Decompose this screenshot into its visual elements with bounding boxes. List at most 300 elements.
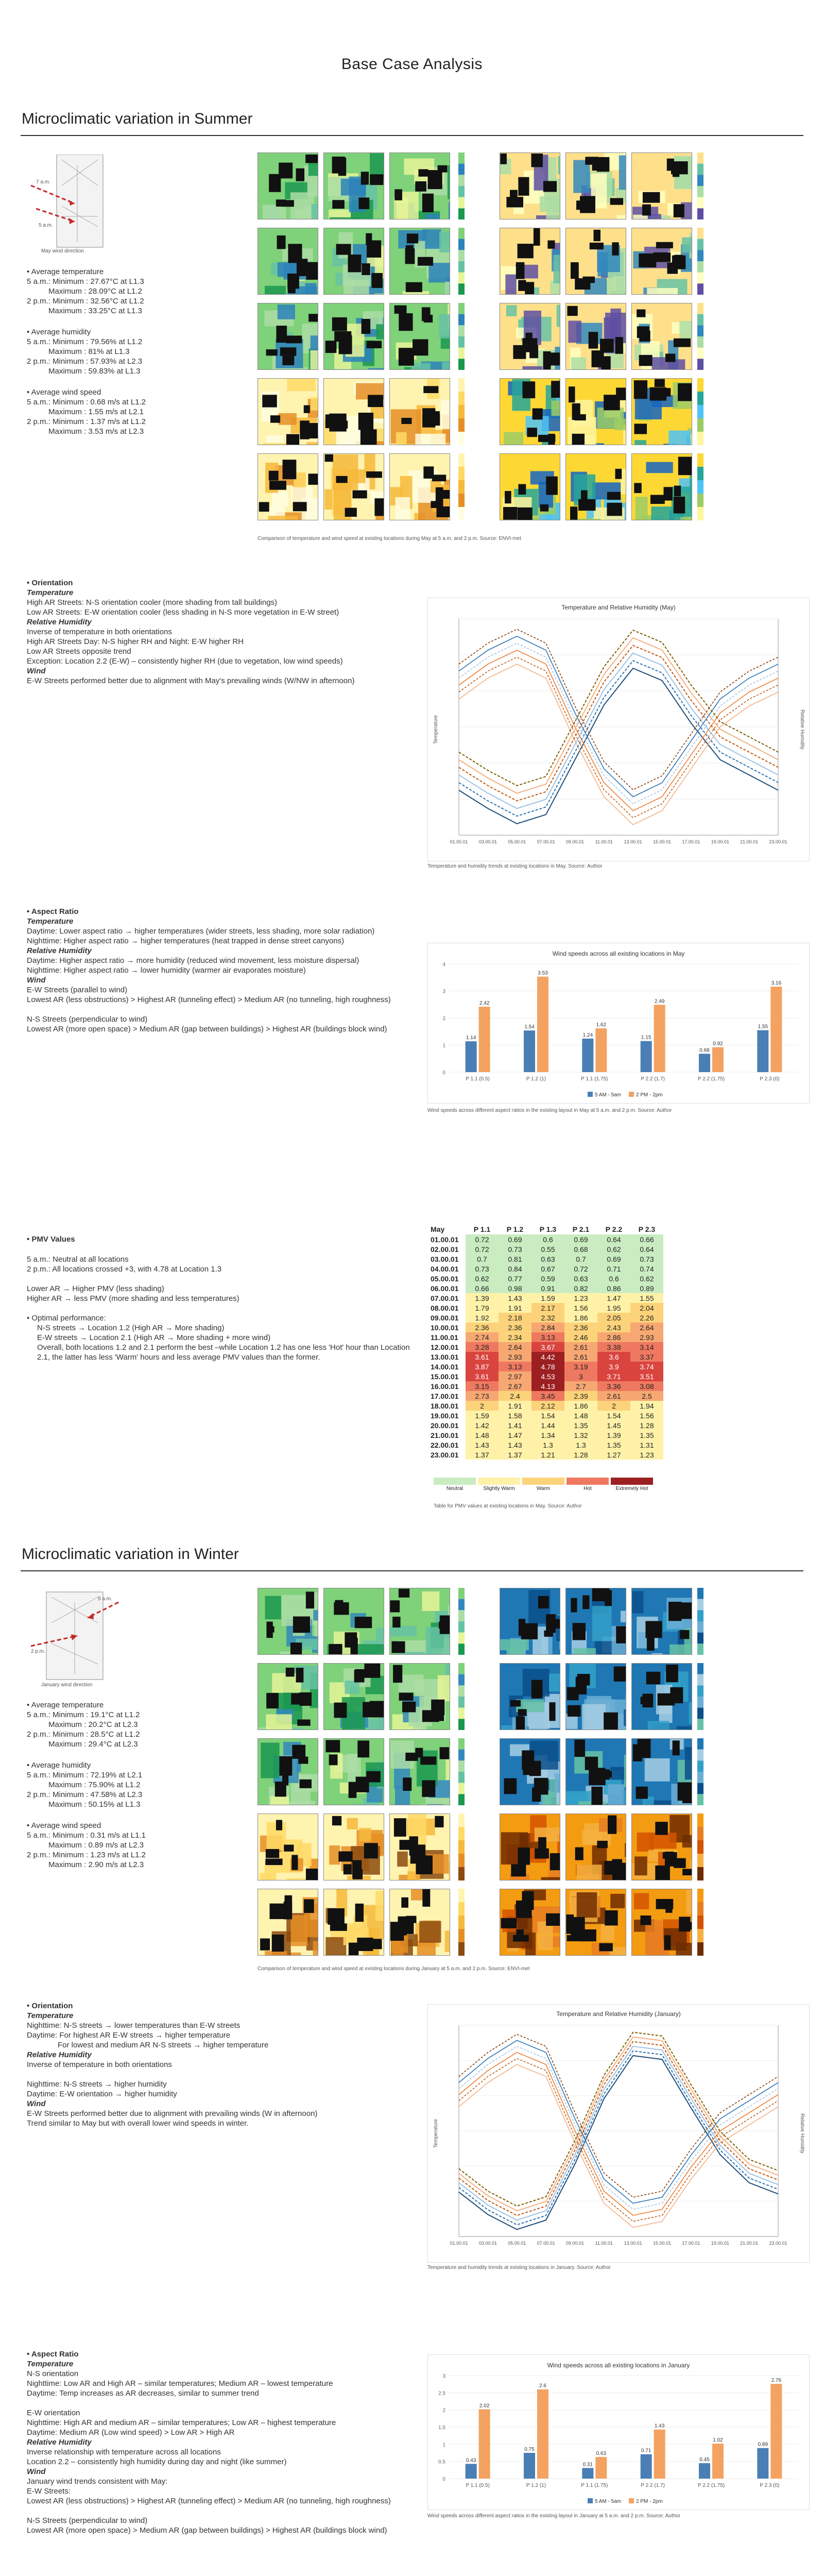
building-block	[435, 1816, 443, 1827]
pmv-cell: 2.05	[597, 1313, 630, 1323]
tile-field	[359, 1828, 371, 1841]
pmv-cell: 1.43	[499, 1440, 531, 1450]
pmv-cell: 1.58	[499, 1411, 531, 1420]
tile-field	[646, 462, 673, 473]
pmv-cell: 0.69	[564, 1234, 597, 1244]
building-block	[533, 409, 543, 420]
row-header: 02.00.01	[427, 1244, 466, 1254]
pmv-cell: 0.72	[564, 1264, 597, 1274]
text-line: Overall, both locations 1.2 and 2.1 perform the best –while Location 1.2 has one less 'Hot' hour than Location 2.1, the latter has less 'Warm' hours and less average PMV values than the former.	[37, 1343, 410, 1362]
text-line: Inverse relationship with temperature across all locations	[27, 2448, 221, 2456]
building-block	[325, 1740, 340, 1752]
bar	[699, 2463, 710, 2479]
building-block	[504, 1778, 517, 1794]
building-block	[270, 415, 280, 423]
building-block	[571, 1917, 585, 1936]
building-block	[674, 204, 684, 217]
building-block	[642, 1693, 653, 1707]
building-block	[402, 1702, 416, 1713]
temperature-series-line	[459, 638, 778, 793]
building-block	[634, 423, 647, 434]
stat-heading: • Average temperature	[27, 1701, 104, 1709]
building-block	[304, 405, 310, 413]
winter-divider	[21, 1570, 803, 1571]
pmv-cell: 0.98	[499, 1283, 531, 1293]
colorbar-step	[697, 480, 703, 494]
pmv-cell: 1.54	[597, 1411, 630, 1420]
pmv-cell: 2.64	[630, 1323, 663, 1332]
colorbar-step	[458, 1760, 465, 1772]
tile-field	[445, 1930, 450, 1952]
colorbar	[697, 1738, 705, 1805]
simulation-map-tile	[389, 1588, 450, 1655]
simulation-map-tile	[258, 1889, 318, 1956]
text-line: Nighttime: N-S streets → lower temperatures than E-W streets	[27, 2021, 241, 2030]
building-block	[283, 460, 297, 479]
tile-field	[287, 379, 316, 391]
y-tick-label: 2	[442, 2408, 445, 2414]
text-line: January wind trends consistent with May:	[27, 2477, 168, 2486]
colorbar-step	[697, 1663, 703, 1674]
bar	[524, 2453, 535, 2479]
colorbar	[697, 1889, 705, 1956]
colorbar	[697, 228, 705, 295]
pmv-cell: 1.92	[466, 1313, 499, 1323]
colorbar-step	[697, 186, 703, 197]
pmv-cell: 0.91	[531, 1283, 564, 1293]
building-block	[391, 1641, 405, 1653]
text-line	[27, 1274, 418, 1284]
text-line: Daytime: E-W orientation → higher humidity	[27, 2090, 177, 2098]
building-block	[422, 415, 428, 425]
y-tick-label: 1	[442, 2442, 445, 2448]
column-header: P 2.1	[572, 1225, 590, 1233]
table-row	[427, 1313, 663, 1323]
tile-field	[426, 214, 440, 219]
building-block	[401, 418, 411, 424]
building-block	[575, 278, 590, 290]
building-block	[518, 177, 529, 196]
building-block	[543, 181, 557, 192]
building-block	[572, 403, 580, 420]
building-block	[608, 1816, 616, 1834]
text-line: E-W Streets performed better due to alignment with May's prevailing winds (W/NW in afternoon)	[27, 676, 355, 685]
colorbar-step	[458, 1772, 465, 1783]
pmv-cell: 0.67	[531, 1264, 564, 1274]
text-line: E-W Streets:	[27, 2487, 71, 2496]
pmv-cell: 2.7	[564, 1381, 597, 1391]
building-block	[336, 476, 347, 483]
tile-field	[610, 1767, 626, 1780]
winter-wind-bar-chart	[427, 2354, 810, 2510]
pmv-cell: 3.71	[597, 1371, 630, 1381]
building-block	[276, 1820, 282, 1830]
map-caption: May wind direction	[41, 248, 84, 254]
orientation-heading: • Orientation	[27, 579, 73, 587]
pmv-cell: 3.67	[531, 1342, 564, 1352]
x-tick-label: 23.00.01	[769, 839, 787, 844]
simulation-map-tile	[631, 453, 692, 520]
stat-line: 2 p.m.: Minimum : 1.37 m/s at L1.2	[27, 417, 146, 426]
x-tick-label: 01.00.01	[450, 839, 468, 844]
building-block	[407, 233, 418, 243]
building-block	[589, 332, 598, 348]
data-label: 1.02	[713, 2437, 723, 2443]
colorbar	[697, 152, 705, 219]
colorbar	[458, 228, 466, 295]
data-label: 0.71	[641, 2448, 651, 2454]
x-tick-label: 09.00.01	[565, 2241, 584, 2246]
pmv-cell: 2.34	[499, 1332, 531, 1342]
legend-swatch	[629, 1092, 634, 1097]
text-line: Location 2.2 – consistently high humidity during day and night (like summer)	[27, 2458, 287, 2466]
building-block	[329, 1644, 342, 1654]
x-tick-label: 21.00.01	[740, 839, 759, 844]
bar	[466, 2464, 477, 2479]
stat-heading: • Average humidity	[27, 1761, 91, 1770]
bar	[770, 987, 782, 1072]
building-block	[282, 356, 294, 365]
tile-field	[522, 366, 542, 370]
row-header: 01.00.01	[427, 1234, 466, 1244]
colorbar-step	[697, 1929, 703, 1942]
x-tick-label: P 1.1 (1.75)	[581, 1076, 608, 1082]
colorbar-step	[697, 378, 703, 392]
colorbar-step	[697, 1783, 703, 1794]
pmv-cell: 0.63	[564, 1274, 597, 1283]
tile-field	[556, 1793, 560, 1805]
legend-swatch	[588, 2498, 593, 2503]
pmv-cell: 0.62	[630, 1274, 663, 1283]
pmv-cell: 0.74	[630, 1264, 663, 1274]
building-block	[549, 1702, 555, 1721]
simulation-map-tile	[565, 303, 626, 370]
building-block	[394, 1818, 406, 1837]
building-block	[646, 1672, 661, 1684]
tile-field	[617, 215, 626, 219]
tile-field	[419, 1921, 441, 1942]
pmv-cell: 2.39	[564, 1391, 597, 1401]
stat-line: Maximum : 0.89 m/s at L2.3	[48, 1841, 144, 1850]
pmv-cell: 4.42	[531, 1352, 564, 1362]
colorbar-step	[697, 1621, 703, 1633]
tile-field	[279, 413, 297, 425]
building-block	[370, 174, 383, 185]
simulation-map-tile	[389, 1738, 450, 1805]
building-block	[344, 1864, 352, 1874]
building-block	[266, 349, 278, 355]
map-caption: January wind direction	[41, 1682, 93, 1688]
building-block	[298, 1757, 308, 1764]
colorbar-step	[458, 494, 465, 507]
temperature-subheading: Temperature	[27, 2360, 74, 2368]
table-row	[427, 1274, 663, 1283]
page-title: Base Case Analysis	[341, 56, 483, 73]
building-block	[262, 395, 277, 407]
table-row	[427, 1430, 663, 1440]
building-block	[355, 1904, 364, 1922]
pmv-cell: 0.64	[597, 1234, 630, 1244]
building-block	[409, 1836, 418, 1855]
legend-label: 5 AM - 5am	[595, 1092, 622, 1098]
building-block	[574, 1740, 585, 1757]
pmv-cell: 0.7	[466, 1254, 499, 1264]
building-block	[415, 181, 426, 192]
data-label: 0.89	[758, 2442, 768, 2448]
colorbar-step	[458, 283, 465, 295]
building-block	[286, 434, 299, 445]
text-line: E-W orientation	[27, 2409, 80, 2417]
tile-field	[263, 205, 286, 219]
summer-wind-bar-chart	[427, 943, 810, 1104]
table-row	[427, 1391, 663, 1401]
building-block	[551, 381, 560, 398]
winter-line-chart-caption: Temperature and humidity trends at existing locations in January. Source: Author	[427, 2265, 611, 2270]
pmv-cell: 0.69	[499, 1234, 531, 1244]
building-block	[291, 1855, 298, 1870]
y2-axis-label: Relative Humidity	[799, 2113, 805, 2154]
building-block	[362, 319, 371, 334]
table-row	[427, 1283, 663, 1293]
building-block	[415, 1748, 423, 1758]
colorbar-step	[697, 494, 703, 507]
simulation-map-tile	[631, 1588, 692, 1655]
pmv-cell: 0.72	[466, 1234, 499, 1244]
tile-field	[649, 1833, 677, 1849]
colorbar-step	[458, 1674, 465, 1686]
tile-field	[614, 1950, 626, 1956]
colorbar-step	[458, 1750, 465, 1761]
colorbar-step	[697, 1840, 703, 1854]
colorbar-step	[697, 1794, 703, 1805]
colorbar-step	[697, 1750, 703, 1761]
building-block	[366, 471, 382, 478]
pmv-cell: 1.32	[564, 1430, 597, 1440]
building-block	[308, 473, 318, 485]
data-label: 1.24	[582, 1032, 593, 1038]
building-block	[286, 1668, 295, 1676]
text-line: For lowest and medium AR N-S streets → higher temperature	[58, 2041, 269, 2049]
simulation-map-tile	[258, 303, 318, 370]
building-block	[349, 1943, 359, 1956]
humidity-subheading: Relative Humidity	[27, 618, 92, 626]
pmv-cell: 0.62	[597, 1244, 630, 1254]
pmv-cell: 0.6	[531, 1234, 564, 1244]
building-block	[354, 1670, 365, 1682]
building-block	[332, 317, 347, 331]
summer-wind-map	[26, 155, 113, 258]
building-block	[335, 1600, 343, 1612]
colorbar-step	[458, 1827, 465, 1840]
simulation-map-tile	[500, 378, 560, 445]
colorbar-step	[458, 239, 465, 250]
table-row	[427, 1411, 663, 1420]
simulation-map-tile	[323, 1814, 384, 1880]
stat-line: 5 a.m.: Minimum : 0.31 m/s at L1.1	[27, 1831, 146, 1840]
building-block	[413, 339, 428, 355]
colorbar	[697, 1814, 705, 1880]
building-block	[272, 1935, 284, 1952]
building-block	[394, 189, 402, 200]
simulation-map-tile	[389, 1889, 450, 1956]
tile-field	[634, 1893, 649, 1909]
text-line: Exception: Location 2.2 (E-W) – consistently higher RH (due to vegetation, low wind speeds)	[27, 657, 343, 666]
bar	[466, 1041, 477, 1072]
building-block	[604, 1713, 618, 1730]
colorbar-step	[458, 261, 465, 273]
bar	[770, 2384, 782, 2479]
temperature-subheading: Temperature	[27, 2011, 74, 2020]
colorbar	[458, 1588, 466, 1655]
tile-field	[270, 1797, 289, 1805]
stat-heading: • Average temperature	[27, 267, 104, 276]
building-block	[265, 1859, 282, 1866]
map-time-label-a: 5 a.m.	[98, 1596, 112, 1602]
building-block	[361, 172, 369, 184]
building-block	[306, 1869, 318, 1880]
pmv-cell: 0.89	[630, 1283, 663, 1293]
stat-line: Maximum : 20.2°C at L2.3	[48, 1720, 138, 1729]
building-block	[595, 1771, 612, 1778]
text-line: N-S Streets (perpendicular to wind)	[27, 2516, 148, 2525]
building-block	[418, 257, 433, 266]
pmv-cell: 1.91	[499, 1401, 531, 1411]
building-block	[290, 1642, 302, 1655]
pmv-cell: 1.28	[630, 1420, 663, 1430]
bar	[757, 1030, 768, 1072]
tile-field	[670, 1645, 692, 1655]
simulation-map-tile	[389, 1814, 450, 1880]
building-block	[569, 386, 575, 402]
text-line: Higher AR → less PMV (more shading and less temperatures)	[27, 1294, 239, 1303]
building-block	[607, 492, 621, 500]
tile-field	[648, 1721, 669, 1730]
column-header: P 2.2	[605, 1225, 623, 1233]
table-header-row	[427, 1224, 663, 1234]
building-block	[332, 1816, 341, 1825]
pmv-cell: 1.56	[564, 1303, 597, 1313]
building-block	[406, 245, 414, 253]
stat-heading: • Average wind speed	[27, 1821, 101, 1830]
colorbar-step	[458, 273, 465, 284]
stat-line: Maximum : 1.55 m/s at L2.1	[48, 408, 144, 416]
simulation-map-tile	[631, 1814, 692, 1880]
x-tick-label: P 2.2 (1.7)	[641, 1076, 665, 1082]
pmv-cell: 1.39	[597, 1430, 630, 1440]
text-line: N-S Streets (perpendicular to wind)	[27, 1015, 148, 1024]
building-block	[665, 353, 675, 362]
chart-title: Wind speeds across all existing locations in May	[552, 950, 685, 957]
tile-field	[428, 263, 450, 282]
pmv-cell: 0.81	[499, 1254, 531, 1264]
pmv-cell: 2.36	[466, 1323, 499, 1332]
building-block	[325, 341, 337, 353]
building-block	[638, 1739, 651, 1758]
building-block	[329, 1754, 338, 1765]
building-block	[636, 1787, 648, 1799]
building-block	[518, 280, 526, 291]
colorbar-step	[458, 432, 465, 445]
building-block	[582, 1595, 589, 1609]
x-tick-label: P 2.2 (1.75)	[697, 1076, 725, 1082]
bar	[595, 1028, 607, 1072]
colorbar-step	[458, 1719, 465, 1730]
colorbar-step	[458, 1610, 465, 1621]
table-row	[427, 1440, 663, 1450]
legend-label: Extremely Hot	[615, 1486, 648, 1492]
data-label: 1.54	[524, 1024, 535, 1030]
orientation-heading: • Orientation	[27, 2002, 73, 2010]
building-block	[616, 1626, 626, 1643]
tile-field	[345, 1681, 359, 1694]
text-line: Nighttime: Higher aspect ratio → higher temperatures (heat trapped in dense street canyons)	[27, 937, 345, 945]
x-tick-label: P 2.3 (0)	[760, 2483, 780, 2488]
tile-field	[265, 1596, 281, 1619]
building-block	[612, 242, 619, 256]
table-row	[427, 1332, 663, 1342]
colorbar-step	[458, 1738, 465, 1750]
x-tick-label: 03.00.01	[478, 839, 497, 844]
building-block	[573, 1623, 586, 1640]
building-block	[531, 154, 542, 167]
building-block	[513, 345, 526, 359]
building-block	[398, 1917, 414, 1934]
tile-field	[311, 350, 318, 370]
data-label: 0.43	[466, 2458, 476, 2464]
building-block	[634, 483, 641, 493]
pmv-cell: 1.45	[597, 1420, 630, 1430]
row-header: 08.00.01	[427, 1303, 466, 1313]
building-block	[286, 335, 302, 343]
wind-subheading: Wind	[27, 2099, 46, 2108]
building-block	[534, 228, 540, 246]
pmv-cell: 0.66	[630, 1234, 663, 1244]
pmv-cell: 1.94	[630, 1401, 663, 1411]
pmv-cell: 3.6	[597, 1352, 630, 1362]
pmv-cell: 1.43	[499, 1293, 531, 1303]
row-header: 15.00.01	[427, 1371, 466, 1381]
pmv-cell: 0.64	[630, 1244, 663, 1254]
stat-line: Maximum : 33.25°C at L1.3	[48, 307, 142, 315]
text-line: Daytime: Medium AR (Low wind speed) > Low AR > High AR	[27, 2428, 235, 2437]
pmv-cell: 4.13	[531, 1381, 564, 1391]
building-block	[682, 1922, 692, 1930]
x-tick-label: 11.00.01	[595, 839, 613, 844]
colorbar-step	[697, 164, 703, 175]
pmv-cell: 0.84	[499, 1264, 531, 1274]
pmv-cell: 3.08	[630, 1381, 663, 1391]
colorbar-step	[458, 197, 465, 209]
building-block	[279, 1756, 292, 1776]
tile-field	[272, 491, 288, 507]
simulation-map-tile	[565, 378, 626, 445]
aspect-heading: • Aspect Ratio	[27, 907, 79, 916]
y-axis-label: Temperature	[433, 2119, 439, 2148]
summer-grid-caption: Comparison of temperature and wind speed at existing locations during May at 5 a.m. and 2 p.m. Source: ENVI-met	[258, 536, 521, 541]
building-block	[367, 341, 382, 348]
pmv-cell: 0.73	[466, 1264, 499, 1274]
summer-wind-stats	[27, 387, 228, 436]
building-block	[437, 506, 450, 517]
tile-field	[411, 363, 431, 370]
colorbar-step	[458, 1633, 465, 1644]
building-block	[297, 259, 307, 276]
tile-field	[549, 1674, 560, 1691]
humidity-series-line	[459, 629, 778, 790]
tile-field	[313, 1941, 318, 1956]
winter-simulation-map-grid	[258, 1581, 814, 1962]
table-row	[427, 1352, 663, 1362]
